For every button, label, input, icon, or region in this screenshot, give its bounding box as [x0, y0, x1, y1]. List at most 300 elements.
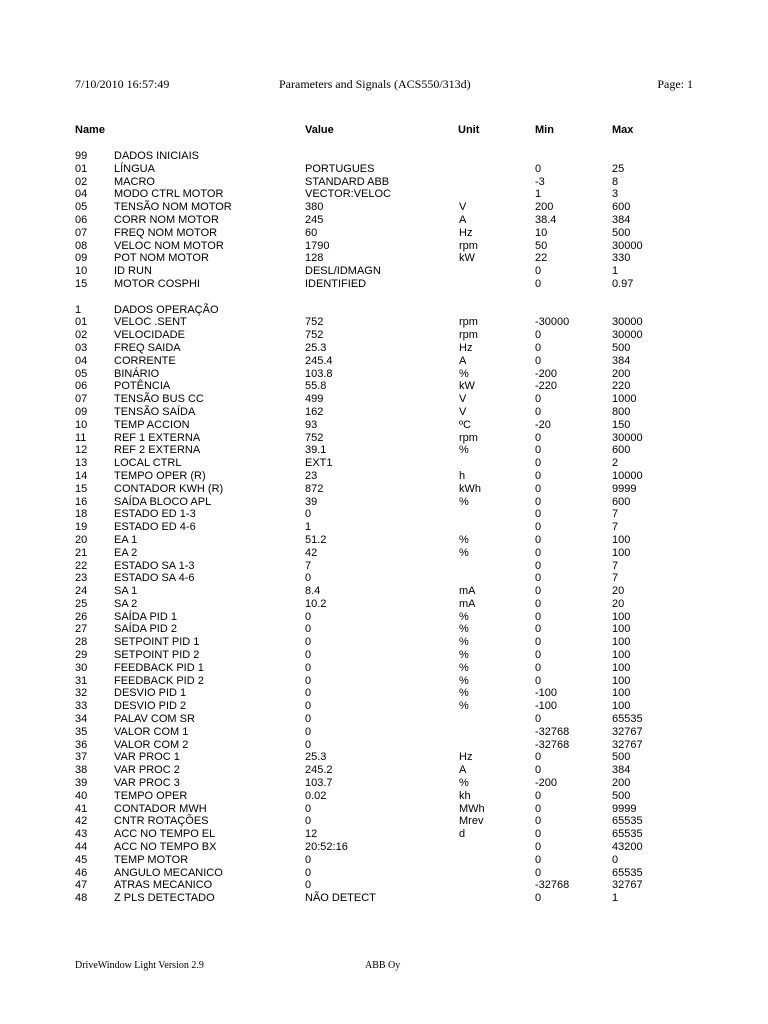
parameter-min: 0 — [535, 713, 542, 726]
parameter-number: 09 — [75, 405, 88, 418]
parameter-min: 0 — [535, 405, 542, 418]
table-row — [75, 483, 695, 496]
parameter-number: 34 — [75, 713, 88, 726]
parameter-value: 0 — [305, 610, 312, 623]
parameter-name: SA 2 — [114, 597, 138, 610]
parameter-number: 40 — [75, 789, 88, 802]
parameter-number: 05 — [75, 201, 88, 214]
parameter-max: 7 — [612, 559, 619, 572]
parameter-min: 0 — [535, 495, 542, 508]
parameter-value: 499 — [305, 393, 324, 406]
parameter-min: -32768 — [535, 725, 570, 738]
parameter-value: 1790 — [305, 239, 330, 252]
parameter-number: 24 — [75, 585, 88, 598]
parameter-value: 60 — [305, 226, 318, 239]
table-row — [75, 726, 695, 739]
parameter-max: 30000 — [612, 316, 643, 329]
parameter-max: 20 — [612, 585, 625, 598]
table-row — [75, 342, 695, 355]
parameter-max: 220 — [612, 380, 631, 393]
parameter-name: ACC NO TEMPO BX — [114, 841, 217, 854]
parameter-unit: ºC — [459, 418, 471, 431]
parameter-value: 0 — [305, 674, 312, 687]
parameter-unit: V — [459, 405, 467, 418]
table-row — [75, 457, 695, 470]
parameter-min: 0 — [535, 546, 542, 559]
parameter-max: 800 — [612, 405, 631, 418]
group-header-row — [75, 304, 695, 317]
parameter-min: 0 — [535, 841, 542, 854]
parameter-value: 25.3 — [305, 751, 327, 764]
parameter-number: 26 — [75, 610, 88, 623]
parameter-max: 1 — [612, 265, 619, 278]
parameter-max: 100 — [612, 546, 631, 559]
parameter-min: 0 — [535, 431, 542, 444]
parameter-unit: Hz — [459, 751, 473, 764]
parameter-name: DESVIO PID 1 — [114, 687, 187, 700]
parameter-value: 23 — [305, 469, 318, 482]
parameter-name: VELOCIDADE — [114, 329, 185, 342]
parameter-value: NÃO DETECT — [305, 892, 376, 905]
parameter-number: 09 — [75, 252, 88, 265]
parameter-min: 0 — [535, 341, 542, 354]
column-header-name: Name — [75, 124, 105, 136]
parameter-min: 0 — [535, 597, 542, 610]
parameter-value: 0 — [305, 661, 312, 674]
parameter-max: 32767 — [612, 738, 643, 751]
parameter-number: 01 — [75, 162, 88, 175]
parameter-value: EXT1 — [305, 457, 333, 470]
table-row — [75, 803, 695, 816]
parameter-number: 13 — [75, 457, 88, 470]
parameter-min: 0 — [535, 354, 542, 367]
parameter-max: 65535 — [612, 713, 643, 726]
table-row — [75, 201, 695, 214]
parameter-number: 30 — [75, 661, 88, 674]
parameter-name: FEEDBACK PID 2 — [114, 674, 204, 687]
parameter-name: MOTOR COSPHI — [114, 277, 200, 290]
parameter-value: 162 — [305, 405, 324, 418]
parameter-value: IDENTIFIED — [305, 277, 367, 290]
parameter-name: Z PLS DETECTADO — [114, 892, 215, 905]
parameter-value: 245.4 — [305, 354, 333, 367]
parameter-name: VALOR COM 1 — [114, 725, 189, 738]
table-row — [75, 547, 695, 560]
parameter-value: 39 — [305, 495, 318, 508]
parameter-name: ID RUN — [114, 265, 152, 278]
parameter-name: SA 1 — [114, 585, 138, 598]
parameter-value: 0 — [305, 853, 312, 866]
parameter-min: 0 — [535, 457, 542, 470]
parameter-unit: % — [459, 546, 469, 559]
page-number: Page: 1 — [657, 77, 693, 91]
parameter-unit: rpm — [459, 316, 478, 329]
parameter-value: 0 — [305, 866, 312, 879]
parameter-name: PALAV COM SR — [114, 713, 195, 726]
parameter-min: 0 — [535, 559, 542, 572]
parameter-name: TEMPO OPER (R) — [114, 469, 206, 482]
parameter-table — [75, 150, 695, 905]
parameter-number: 06 — [75, 213, 88, 226]
parameter-name: VELOC NOM MOTOR — [114, 239, 224, 252]
parameter-name: VAR PROC 3 — [114, 777, 180, 790]
parameter-min: 38.4 — [535, 213, 557, 226]
parameter-min: 10 — [535, 226, 548, 239]
parameter-number: 02 — [75, 175, 88, 188]
parameter-max: 2 — [612, 457, 619, 470]
parameter-value: 0 — [305, 623, 312, 636]
parameter-name: TENSÃO SAÍDA — [114, 405, 196, 418]
parameter-unit: rpm — [459, 239, 478, 252]
parameter-value: 7 — [305, 559, 312, 572]
parameter-number: 46 — [75, 866, 88, 879]
parameter-value: 128 — [305, 252, 324, 265]
parameter-min: 0 — [535, 469, 542, 482]
parameter-max: 200 — [612, 777, 631, 790]
parameter-name: DESVIO PID 2 — [114, 700, 187, 713]
parameter-number: 44 — [75, 841, 88, 854]
parameter-unit: % — [459, 661, 469, 674]
parameter-max: 9999 — [612, 482, 637, 495]
parameter-max: 500 — [612, 341, 631, 354]
parameter-value: 20:52:16 — [305, 841, 348, 854]
parameter-max: 100 — [612, 636, 631, 649]
table-row — [75, 815, 695, 828]
table-row — [75, 227, 695, 240]
table-row — [75, 777, 695, 790]
table-row — [75, 764, 695, 777]
parameter-name: REF 1 EXTERNA — [114, 431, 201, 444]
parameter-min: 0 — [535, 649, 542, 662]
parameter-max: 20 — [612, 597, 625, 610]
parameter-unit: mA — [459, 597, 476, 610]
table-row — [75, 419, 695, 432]
parameter-max: 0 — [612, 853, 619, 866]
parameter-value: 752 — [305, 316, 324, 329]
parameter-name: EA 1 — [114, 533, 138, 546]
parameter-value: 380 — [305, 201, 324, 214]
parameter-min: 0 — [535, 892, 542, 905]
software-version: DriveWindow Light Version 2.9 — [75, 960, 204, 971]
parameter-value: 0 — [305, 738, 312, 751]
parameter-unit: A — [459, 354, 467, 367]
parameter-number: 21 — [75, 546, 88, 559]
parameter-min: 0 — [535, 508, 542, 521]
table-row — [75, 406, 695, 419]
parameter-value: STANDARD ABB — [305, 175, 390, 188]
parameter-number: 19 — [75, 521, 88, 534]
table-row — [75, 623, 695, 636]
table-row — [75, 598, 695, 611]
parameter-number: 04 — [75, 188, 88, 201]
parameter-unit: % — [459, 674, 469, 687]
parameter-value: 245 — [305, 213, 324, 226]
parameter-name: LOCAL CTRL — [114, 457, 182, 470]
parameter-name: EA 2 — [114, 546, 138, 559]
parameter-name: ACC NO TEMPO EL — [114, 828, 216, 841]
parameter-name: FREQ NOM MOTOR — [114, 226, 218, 239]
parameter-value: 0 — [305, 572, 312, 585]
parameter-number: 01 — [75, 316, 88, 329]
parameter-unit: Hz — [459, 341, 473, 354]
parameter-unit: kh — [459, 789, 471, 802]
parameter-max: 30000 — [612, 329, 643, 342]
parameter-value: PORTUGUES — [305, 162, 375, 175]
parameter-unit: V — [459, 201, 467, 214]
table-row — [75, 636, 695, 649]
parameter-unit: % — [459, 610, 469, 623]
column-header-max: Max — [612, 124, 634, 136]
table-row — [75, 163, 695, 176]
parameter-min: 0 — [535, 277, 542, 290]
report-datetime: 7/10/2010 16:57:49 — [75, 77, 170, 91]
parameter-value: 0 — [305, 636, 312, 649]
parameter-number: 10 — [75, 265, 88, 278]
parameter-number: 35 — [75, 725, 88, 738]
parameter-min: -100 — [535, 687, 558, 700]
parameter-number: 33 — [75, 700, 88, 713]
parameter-unit: % — [459, 623, 469, 636]
parameter-unit: rpm — [459, 431, 478, 444]
parameter-min: 0 — [535, 482, 542, 495]
parameter-name: ESTADO SA 1-3 — [114, 559, 195, 572]
parameter-max: 10000 — [612, 469, 643, 482]
group-header-row — [75, 150, 695, 163]
parameter-max: 600 — [612, 444, 631, 457]
parameter-value: 51.2 — [305, 533, 327, 546]
parameter-min: 0 — [535, 265, 542, 278]
group-spacer — [75, 291, 695, 304]
table-row — [75, 496, 695, 509]
parameter-number: 45 — [75, 853, 88, 866]
parameter-min: 0 — [535, 610, 542, 623]
parameter-number: 25 — [75, 597, 88, 610]
table-row — [75, 444, 695, 457]
parameter-name: CORRENTE — [114, 354, 176, 367]
page-header — [75, 77, 693, 93]
table-row — [75, 470, 695, 483]
parameter-max: 0.97 — [612, 277, 634, 290]
table-row — [75, 355, 695, 368]
parameter-unit: % — [459, 636, 469, 649]
parameter-min: 0 — [535, 329, 542, 342]
parameter-max: 500 — [612, 789, 631, 802]
parameter-number: 47 — [75, 879, 88, 892]
parameter-max: 65535 — [612, 866, 643, 879]
parameter-number: 41 — [75, 802, 88, 815]
parameter-name: POT NOM MOTOR — [114, 252, 209, 265]
parameter-unit: A — [459, 213, 467, 226]
parameter-min: 0 — [535, 623, 542, 636]
parameter-min: -32768 — [535, 738, 570, 751]
parameter-name: ATRAS MECANICO — [114, 879, 213, 892]
parameter-unit: h — [459, 469, 466, 482]
parameter-number: 06 — [75, 380, 88, 393]
parameter-number: 37 — [75, 751, 88, 764]
parameter-value: 0.02 — [305, 789, 327, 802]
parameter-number: 10 — [75, 418, 88, 431]
parameter-unit: A — [459, 764, 467, 777]
parameter-min: 0 — [535, 533, 542, 546]
table-row — [75, 879, 695, 892]
parameter-name: LÍNGUA — [114, 162, 155, 175]
parameter-min: 0 — [535, 393, 542, 406]
table-row — [75, 649, 695, 662]
parameter-value: 0 — [305, 725, 312, 738]
parameter-name: SAÍDA BLOCO APL — [114, 495, 212, 508]
parameter-unit: % — [459, 444, 469, 457]
parameter-min: -20 — [535, 418, 551, 431]
parameter-number: 28 — [75, 636, 88, 649]
parameter-number: 23 — [75, 572, 88, 585]
table-row — [75, 278, 695, 291]
parameter-min: 22 — [535, 252, 548, 265]
parameter-min: 0 — [535, 853, 542, 866]
table-row — [75, 188, 695, 201]
parameter-name: ESTADO ED 1-3 — [114, 508, 196, 521]
parameter-number: 36 — [75, 738, 88, 751]
parameter-name: ANGULO MECANICO — [114, 866, 223, 879]
parameter-max: 200 — [612, 367, 631, 380]
column-header-unit: Unit — [458, 124, 480, 136]
parameter-max: 100 — [612, 674, 631, 687]
parameter-value: 0 — [305, 879, 312, 892]
parameter-max: 500 — [612, 751, 631, 764]
parameter-min: 1 — [535, 188, 542, 201]
parameter-value: 0 — [305, 508, 312, 521]
parameter-min: 50 — [535, 239, 548, 252]
table-row — [75, 176, 695, 189]
parameter-max: 100 — [612, 700, 631, 713]
parameter-name: TEMP ACCION — [114, 418, 190, 431]
parameter-min: 0 — [535, 751, 542, 764]
parameter-name: SAÍDA PID 2 — [114, 623, 177, 636]
parameter-name: ESTADO ED 4-6 — [114, 521, 196, 534]
parameter-min: 0 — [535, 674, 542, 687]
parameter-max: 384 — [612, 764, 631, 777]
parameter-value: 25.3 — [305, 341, 327, 354]
parameter-max: 1 — [612, 892, 619, 905]
parameter-unit: % — [459, 687, 469, 700]
parameter-value: 0 — [305, 713, 312, 726]
parameter-min: 0 — [535, 866, 542, 879]
column-header-min: Min — [535, 124, 554, 136]
table-row — [75, 432, 695, 445]
parameter-min: 0 — [535, 789, 542, 802]
parameter-value: 752 — [305, 431, 324, 444]
parameter-number: 03 — [75, 341, 88, 354]
parameter-max: 32767 — [612, 879, 643, 892]
parameter-max: 32767 — [612, 725, 643, 738]
table-row — [75, 316, 695, 329]
parameter-max: 3 — [612, 188, 619, 201]
parameter-value: 0 — [305, 687, 312, 700]
parameter-name: TENSÃO NOM MOTOR — [114, 201, 232, 214]
parameter-min: -32768 — [535, 879, 570, 892]
parameter-number: 12 — [75, 444, 88, 457]
parameter-number: 31 — [75, 674, 88, 687]
table-row — [75, 867, 695, 880]
parameter-min: 200 — [535, 201, 554, 214]
parameter-number: 07 — [75, 393, 88, 406]
parameter-unit: kWh — [459, 482, 481, 495]
table-row — [75, 892, 695, 905]
parameter-name: VAR PROC 1 — [114, 751, 180, 764]
parameter-value: 103.8 — [305, 367, 333, 380]
parameter-unit: d — [459, 828, 466, 841]
parameter-name: VAR PROC 2 — [114, 764, 180, 777]
parameter-min: -220 — [535, 380, 558, 393]
parameter-value: VECTOR:VELOC — [305, 188, 391, 201]
table-row — [75, 380, 695, 393]
parameter-unit: % — [459, 777, 469, 790]
parameter-number: 22 — [75, 559, 88, 572]
parameter-value: 39.1 — [305, 444, 327, 457]
parameter-value: 8.4 — [305, 585, 321, 598]
parameter-min: -30000 — [535, 316, 570, 329]
parameter-name: CONTADOR MWH — [114, 802, 207, 815]
table-row — [75, 790, 695, 803]
parameter-name: CNTR ROTAÇÕES — [114, 815, 209, 828]
table-row — [75, 368, 695, 381]
group-number: 1 — [75, 303, 82, 316]
parameter-value: 103.7 — [305, 777, 333, 790]
parameter-max: 100 — [612, 533, 631, 546]
parameter-value: 42 — [305, 546, 318, 559]
parameter-name: CORR NOM MOTOR — [114, 213, 219, 226]
parameter-min: 0 — [535, 661, 542, 674]
parameter-number: 42 — [75, 815, 88, 828]
parameter-max: 384 — [612, 213, 631, 226]
parameter-value: 10.2 — [305, 597, 327, 610]
parameter-unit: % — [459, 533, 469, 546]
parameter-name: TENSÃO BUS CC — [114, 393, 204, 406]
parameter-value: 12 — [305, 828, 318, 841]
parameter-name: SETPOINT PID 1 — [114, 636, 200, 649]
parameter-name: SAÍDA PID 1 — [114, 610, 177, 623]
table-row — [75, 751, 695, 764]
parameter-min: 0 — [535, 636, 542, 649]
parameter-max: 9999 — [612, 802, 637, 815]
parameter-unit: % — [459, 367, 469, 380]
parameter-max: 1000 — [612, 393, 637, 406]
parameter-max: 100 — [612, 623, 631, 636]
table-row — [75, 508, 695, 521]
table-row — [75, 700, 695, 713]
parameter-value: 0 — [305, 815, 312, 828]
parameter-number: 29 — [75, 649, 88, 662]
parameter-unit: % — [459, 649, 469, 662]
group-name: DADOS INICIAIS — [114, 150, 199, 162]
parameter-min: 0 — [535, 521, 542, 534]
parameter-number: 07 — [75, 226, 88, 239]
parameter-name: SETPOINT PID 2 — [114, 649, 200, 662]
table-row — [75, 675, 695, 688]
parameter-max: 100 — [612, 687, 631, 700]
parameter-min: 0 — [535, 802, 542, 815]
group-name: DADOS OPERAÇÃO — [114, 303, 219, 316]
parameter-name: VELOC .SENT — [114, 316, 187, 329]
table-row — [75, 560, 695, 573]
parameter-max: 30000 — [612, 239, 643, 252]
parameter-number: 20 — [75, 533, 88, 546]
parameter-unit: MWh — [459, 802, 485, 815]
parameter-unit: rpm — [459, 329, 478, 342]
parameter-number: 14 — [75, 469, 88, 482]
parameter-value: DESL/IDMAGN — [305, 265, 381, 278]
table-row — [75, 854, 695, 867]
parameter-max: 150 — [612, 418, 631, 431]
